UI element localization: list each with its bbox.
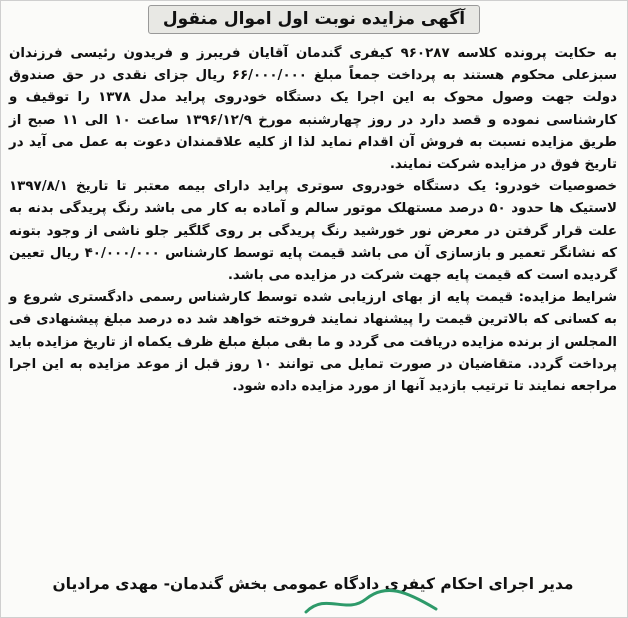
notice-title: آگهی مزایده نوبت اول اموال منقول [148, 5, 480, 34]
paragraph-auction-terms: شرایط مزایده: قیمت پایه از بهای ارزیابی شده توسط کارشناس رسمی دادگستری شروع و به کسانی که بالاترین قیمت را پیشنهاد نمایند فروخته خواهد شد ده درصد مبلغ پیشنهادی فی المجلس از برنده مزایده دریافت می گردد و ما بقی مبلغ مبلغ ظرف یکماه از تاریخ مزایده باید پرداخت گردد. متقاضیان در صورت تمایل می توانند ۱۰ روز قبل از موعد مزایده به این اجرا مراجعه نمایند تا ترتیب بازدید آنها از مورد مزایده داده شود. [9, 290, 617, 395]
paragraph-vehicle-specs: خصوصیات خودرو: یک دستگاه خودروی سوتری پراید دارای بیمه معتبر تا تاریخ ۱۳۹۷/۸/۱ لاستیک ها حدود ۵۰ درصد مستهلک موتور سالم و آماده به کار می باشد رنگ پریدگی بدنه به علت قرار گرفتن در معرض نور خورشید رنگ پریدگی بر روی گلگیر جلو ناشی از وجود بتونه که نشانگر تعمیر و بازسازی آن می باشد قیمت پایه توسط کارشناس ۴۰/۰۰۰/۰۰۰ ریال تعیین گردیده است که قیمت پایه جهت شرکت در مزایده می باشد. [9, 179, 618, 284]
title-area [1, 5, 627, 34]
paragraph-case-details: به حکایت پرونده کلاسه ۹۶۰۲۸۷ کیفری گندمان آقایان فریبرز و فریدون رئیسی فرزندان سبزعلی محکوم هستند به پرداخت جمعاً مبلغ ۶۶/۰۰۰/۰۰۰ ریال جزای نقدی در حق صندوق دولت جهت وصول محوک به این اجرا یک دستگاه خودروی پراید مدل ۱۳۷۸ را توقیف و کارشناسی نموده و قصد دارد در روز چهارشنبه مورخ ۱۳۹۶/۱۲/۹ ساعت ۱۰ الی ۱۱ صبح از طریق مزایده نسبت به فروش آن اقدام نماید لذا از کلیه علاقمندان دعوت به عمل می آید در تاریخ فوق در مزایده شرکت نمایند. [9, 46, 618, 173]
signature-line: مدیر اجرای احکام کیفری دادگاه عمومی بخش گندمان- مهدی مرادیان [52, 575, 574, 593]
notice-body [9, 43, 617, 398]
